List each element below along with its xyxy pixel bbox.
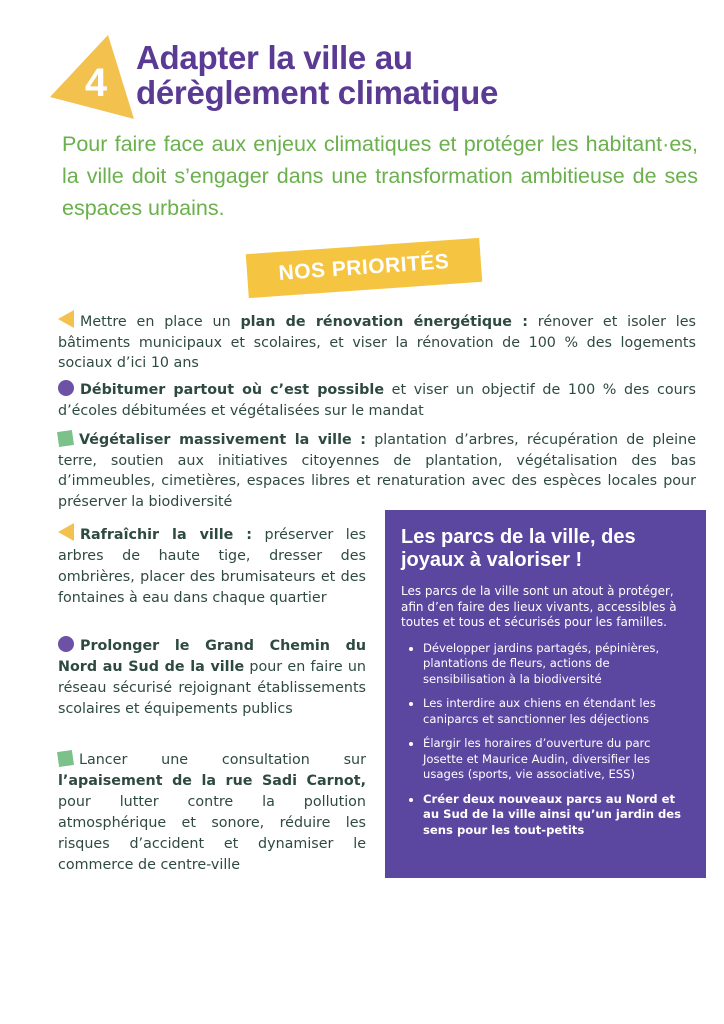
triangle-bullet-icon [58, 310, 74, 328]
priority-item [58, 380, 696, 421]
priority-text-bold: plan de rénovation énergétique : [240, 314, 528, 330]
priority-text-bold: l’apaisement de la rue Sadi Carnot, [58, 773, 366, 789]
priority-text-pre: Lancer une consultation sur [79, 752, 366, 768]
priority-text-post: pour lutter contre la pollution atmosphérique et sonore, réduire les risques d’accident et dynamiser le commerce de centre-ville [58, 794, 366, 873]
priorities-banner [246, 238, 482, 298]
priority-text-bold: Débitumer partout où c’est possible [80, 382, 385, 398]
section-number: 4 [84, 61, 108, 105]
priority-item [58, 430, 696, 512]
section-number-badge [48, 33, 136, 121]
priority-item [58, 750, 366, 876]
priority-text-bold: Prolonger le Grand Chemin du Nord au Sud de la ville [58, 638, 366, 675]
priority-item [58, 310, 696, 374]
priority-text-post: plantation d’arbres, récupération de pleine terre, soutien aux initiatives citoyennes de plantation, végétalisation des bas d’immeubles, cimetières, espaces libres et renaturation avec des espèces locales pour préserver la biodiversité [58, 432, 696, 510]
parks-box-list [401, 641, 692, 839]
parks-box-intro: Les parcs de la ville sont un atout à protéger, afin d’en faire des lieux vivants, accessibles à toutes et tous et sécurisés pour les familles. [401, 584, 677, 629]
priority-text-pre: Mettre en place un [80, 314, 241, 330]
parks-callout-box [385, 510, 706, 878]
list-item: • Les interdire aux chiens en étendant les caniparcs et sanctionner les déjections [423, 696, 692, 727]
priority-text-bold: Végétaliser massivement la ville : [79, 432, 367, 448]
priority-text-bold: Rafraîchir la ville : [80, 527, 252, 543]
priority-text-post: rénover et isoler les bâtiments municipaux et scolaires, et viser la rénovation de 100 % des logements sociaux d’ici 10 ans [58, 314, 696, 371]
priority-item [58, 636, 366, 720]
circle-bullet-icon [58, 380, 74, 396]
parks-box-title: Les parcs de la ville, des joyaux à valoriser ! [401, 526, 636, 571]
triangle-bullet-icon [58, 523, 74, 541]
priority-text-post: et viser un objectif de 100 % des cours d’écoles débitumées et végétalisées sur le mandat [58, 382, 696, 419]
list-item: • Développer jardins partagés, pépinières, plantations de fleurs, actions de sensibilisation à la biodiversité [423, 641, 692, 688]
page-title [136, 40, 716, 110]
title-line-2: dérèglement climatique [136, 74, 499, 111]
priority-text-post: préserver les arbres de haute tige, dresser des ombrières, placer des brumisateurs et des fontaines à eau dans chaque quartier [58, 527, 366, 606]
intro-paragraph: Pour faire face aux enjeux climatiques et protéger les habitant·es, la ville doit s’engager dans une transformation ambitieuse de ses espaces urbains. [62, 132, 698, 220]
priorities-banner-label: NOS PRIORITÉS [277, 250, 451, 285]
title-line-1: Adapter la ville au [136, 39, 413, 76]
list-item: • Créer deux nouveaux parcs au Nord et au Sud de la ville ainsi qu’un jardin des sens pour les tout-petits [423, 792, 692, 839]
priority-item [58, 523, 366, 609]
square-bullet-icon [57, 430, 74, 447]
priority-text-post: pour en faire un réseau sécurisé rejoignant établissements scolaires et équipements publics [58, 659, 366, 717]
list-item: • Élargir les horaires d’ouverture du parc Josette et Maurice Audin, diversifier les usages (sports, vie associative, ESS) [423, 736, 692, 783]
circle-bullet-icon [58, 636, 74, 652]
square-bullet-icon [57, 750, 74, 767]
